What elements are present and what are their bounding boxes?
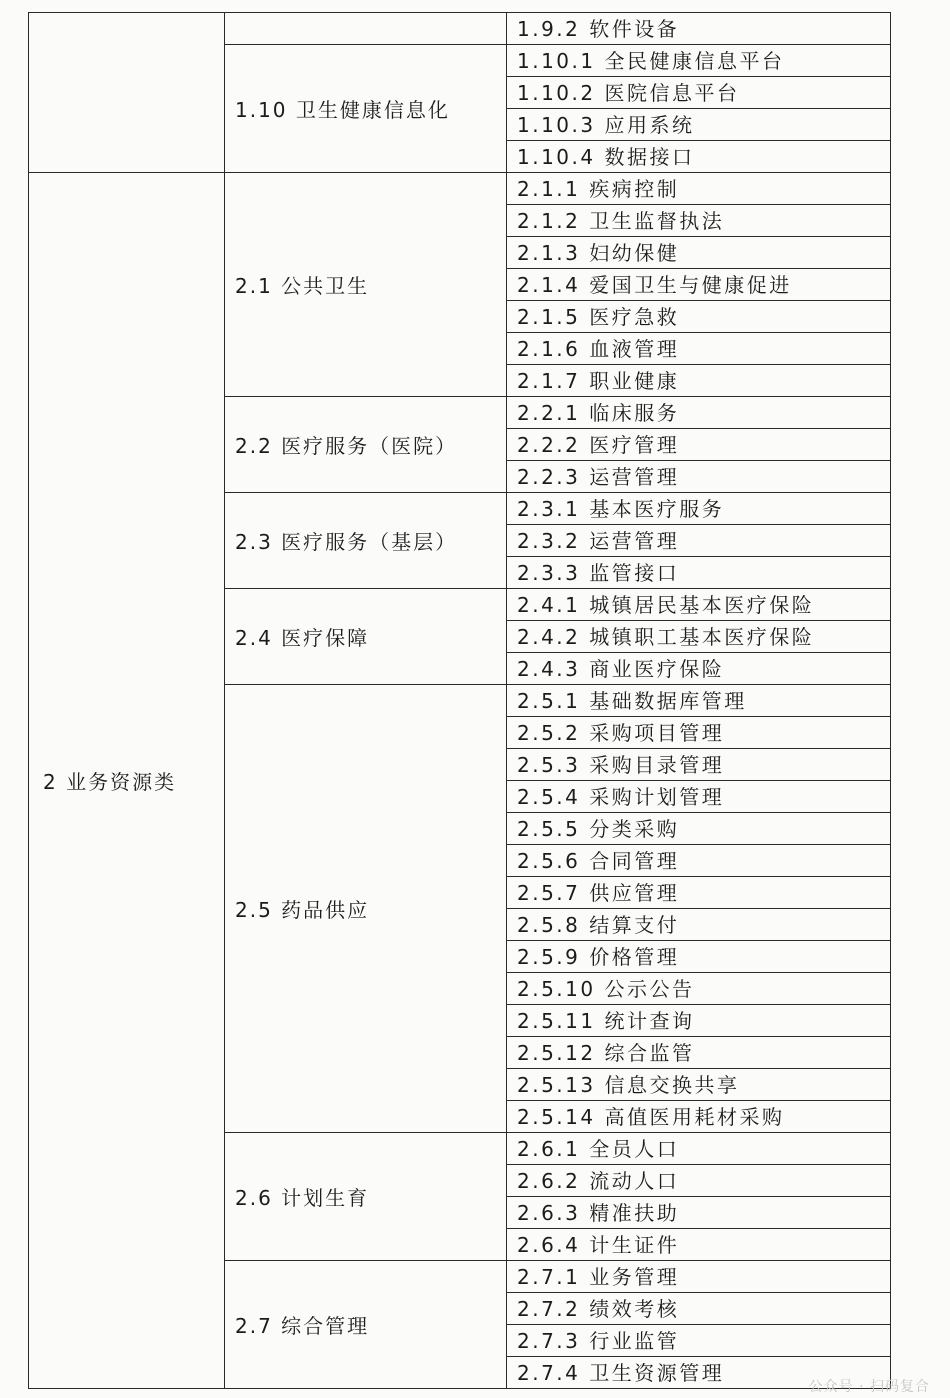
item-cell: 2.6.4 计生证件	[507, 1229, 891, 1261]
item-cell: 2.7.1 业务管理	[507, 1261, 891, 1293]
item-cell: 2.5.3 采购目录管理	[507, 749, 891, 781]
item-cell: 2.4.1 城镇居民基本医疗保险	[507, 589, 891, 621]
section-cell: 2.7 综合管理	[225, 1261, 507, 1389]
item-cell: 2.3.2 运营管理	[507, 525, 891, 557]
item-cell: 2.5.9 价格管理	[507, 941, 891, 973]
item-cell: 2.5.11 统计查询	[507, 1005, 891, 1037]
item-cell: 2.5.12 综合监管	[507, 1037, 891, 1069]
item-cell: 2.5.7 供应管理	[507, 877, 891, 909]
section-cell: 2.2 医疗服务（医院）	[225, 397, 507, 493]
item-cell: 1.10.2 医院信息平台	[507, 77, 891, 109]
item-cell: 1.9.2 软件设备	[507, 13, 891, 45]
section-cell	[225, 13, 507, 45]
item-cell: 2.5.2 采购项目管理	[507, 717, 891, 749]
item-cell: 2.5.1 基础数据库管理	[507, 685, 891, 717]
category-cell: 2 业务资源类	[29, 173, 225, 1389]
item-cell: 2.7.3 行业监管	[507, 1325, 891, 1357]
section-cell: 2.1 公共卫生	[225, 173, 507, 397]
item-cell: 2.5.6 合同管理	[507, 845, 891, 877]
item-cell: 2.5.10 公示公告	[507, 973, 891, 1005]
item-cell: 2.2.3 运营管理	[507, 461, 891, 493]
item-cell: 2.4.3 商业医疗保险	[507, 653, 891, 685]
item-cell: 2.4.2 城镇职工基本医疗保险	[507, 621, 891, 653]
item-cell: 2.1.3 妇幼保健	[507, 237, 891, 269]
item-cell: 1.10.3 应用系统	[507, 109, 891, 141]
item-cell: 2.7.4 卫生资源管理	[507, 1357, 891, 1389]
item-cell: 2.1.4 爱国卫生与健康促进	[507, 269, 891, 301]
item-cell: 2.5.14 高值医用耗材采购	[507, 1101, 891, 1133]
item-cell: 2.5.13 信息交换共享	[507, 1069, 891, 1101]
item-cell: 2.1.2 卫生监督执法	[507, 205, 891, 237]
item-cell: 2.2.2 医疗管理	[507, 429, 891, 461]
watermark-text: 公众号 · 扫码复合	[808, 1379, 930, 1395]
item-cell: 2.1.7 职业健康	[507, 365, 891, 397]
section-cell: 2.6 计划生育	[225, 1133, 507, 1261]
classification-table	[28, 12, 891, 1389]
item-cell: 2.5.5 分类采购	[507, 813, 891, 845]
item-cell: 2.6.3 精准扶助	[507, 1197, 891, 1229]
table-row	[29, 13, 891, 45]
item-cell: 2.1.6 血液管理	[507, 333, 891, 365]
item-cell: 2.6.1 全员人口	[507, 1133, 891, 1165]
section-cell: 2.3 医疗服务（基层）	[225, 493, 507, 589]
item-cell: 2.3.1 基本医疗服务	[507, 493, 891, 525]
classification-table-body	[29, 13, 891, 1389]
section-cell: 2.5 药品供应	[225, 685, 507, 1133]
item-cell: 2.3.3 监管接口	[507, 557, 891, 589]
table-row	[29, 173, 891, 205]
item-cell: 2.5.4 采购计划管理	[507, 781, 891, 813]
section-cell: 2.4 医疗保障	[225, 589, 507, 685]
item-cell: 1.10.1 全民健康信息平台	[507, 45, 891, 77]
item-cell: 2.7.2 绩效考核	[507, 1293, 891, 1325]
item-cell: 2.5.8 结算支付	[507, 909, 891, 941]
item-cell: 2.1.5 医疗急救	[507, 301, 891, 333]
item-cell: 2.6.2 流动人口	[507, 1165, 891, 1197]
item-cell: 2.1.1 疾病控制	[507, 173, 891, 205]
item-cell: 2.2.1 临床服务	[507, 397, 891, 429]
section-cell: 1.10 卫生健康信息化	[225, 45, 507, 173]
item-cell: 1.10.4 数据接口	[507, 141, 891, 173]
category-cell	[29, 13, 225, 173]
